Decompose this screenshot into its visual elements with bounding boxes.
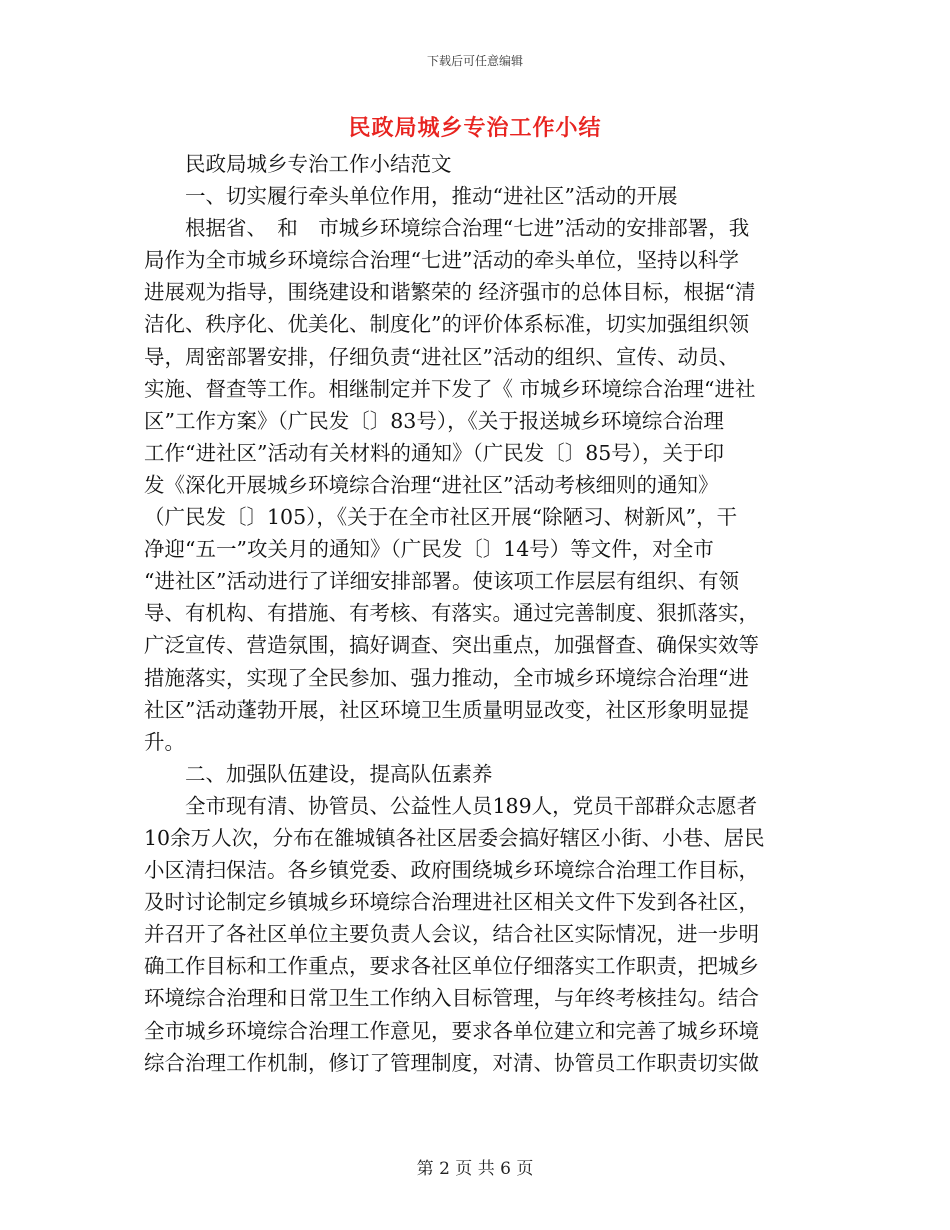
body-line: （广民发〔〕105），《关于在全市社区开展“除陋习、树新风”，干 <box>144 505 738 530</box>
body-line: 升。 <box>144 729 185 754</box>
body-line: 广泛宣传、营造氛围，搞好调查、突出重点，加强督查、确保实效等 <box>144 633 759 658</box>
body-line: 小区清扫保洁。各乡镇党委、政府围绕城乡环境综合治理工作目标， <box>144 858 759 883</box>
body-line: 洁化、秩序化、优美化、制度化”的评价体系标准，切实加强组织领 <box>144 312 749 337</box>
document-title: 民政局城乡专治工作小结 <box>348 115 602 141</box>
body-line: 导、有机构、有措施、有考核、有落实。通过完善制度、狠抓落实， <box>144 601 759 626</box>
body-line: 发《深化开展城乡环境综合治理“进社区”活动考核细则的通知》 <box>144 472 719 497</box>
body-line: “进社区”活动进行了详细安排部署。使该项工作层层有组织、有领 <box>144 569 739 594</box>
body-line: 进展观为指导，围绕建设和谐繁荣的 经济强市的总体目标，根据“清 <box>144 280 756 305</box>
document-body <box>144 148 804 1079</box>
body-line: 民政局城乡专治工作小结范文 <box>144 152 452 176</box>
page-number-footer: 第 2 页 共 6 页 <box>416 1159 534 1179</box>
body-line: 确工作目标和工作重点，要求各社区单位仔细落实工作职责，把城乡 <box>144 954 759 979</box>
body-line: 综合治理工作机制，修订了管理制度，对清、协管员工作职责切实做 <box>144 1050 759 1075</box>
body-line: 一、切实履行牵头单位作用，推动“进社区”活动的开展 <box>144 184 678 209</box>
body-line: 根据省、 和 市城乡环境综合治理“七进”活动的安排部署，我 <box>144 216 750 241</box>
body-line: 工作“进社区”活动有关材料的通知》（广民发〔〕85号），关于印 <box>144 440 725 465</box>
body-line: 10余万人次，分布在雒城镇各社区居委会搞好辖区小街、小巷、居民 <box>144 825 765 850</box>
body-line: 全市现有清、协管员、公益性人员189人，党员干部群众志愿者 <box>144 793 758 818</box>
body-line: 局作为全市城乡环境综合治理“七进”活动的牵头单位，坚持以科学 <box>144 248 739 273</box>
body-line: 措施落实，实现了全民参加、强力推动，全市城乡环境综合治理“进 <box>144 665 749 690</box>
body-line: 社区”活动蓬勃开展，社区环境卫生质量明显改变，社区形象明显提 <box>144 697 749 722</box>
body-line: 全市城乡环境综合治理工作意见，要求各单位建立和完善了城乡环境 <box>144 1018 759 1043</box>
body-line: 环境综合治理和日常卫生工作纳入目标管理，与年终考核挂勾。结合 <box>144 986 759 1011</box>
body-line: 并召开了各社区单位主要负责人会议，结合社区实际情况，进一步明 <box>144 922 759 947</box>
body-line: 二、加强队伍建设，提高队伍素养 <box>144 761 493 786</box>
page-header-note: 下载后可任意编辑 <box>426 54 523 68</box>
body-line: 净迎“五一”攻关月的通知》（广民发〔〕14号）等文件，对全市 <box>144 537 714 562</box>
body-line: 导，周密部署安排，仔细负责“进社区”活动的组织、宣传、动员、 <box>144 344 739 369</box>
body-line: 及时讨论制定乡镇城乡环境综合治理进社区相关文件下发到各社区， <box>144 890 759 915</box>
body-line: 实施、督查等工作。相继制定并下发了《 市城乡环境综合治理“进社 <box>144 376 756 401</box>
body-line: 区”工作方案》（广民发〔〕83号），《关于报送城乡环境综合治理 <box>144 408 724 433</box>
